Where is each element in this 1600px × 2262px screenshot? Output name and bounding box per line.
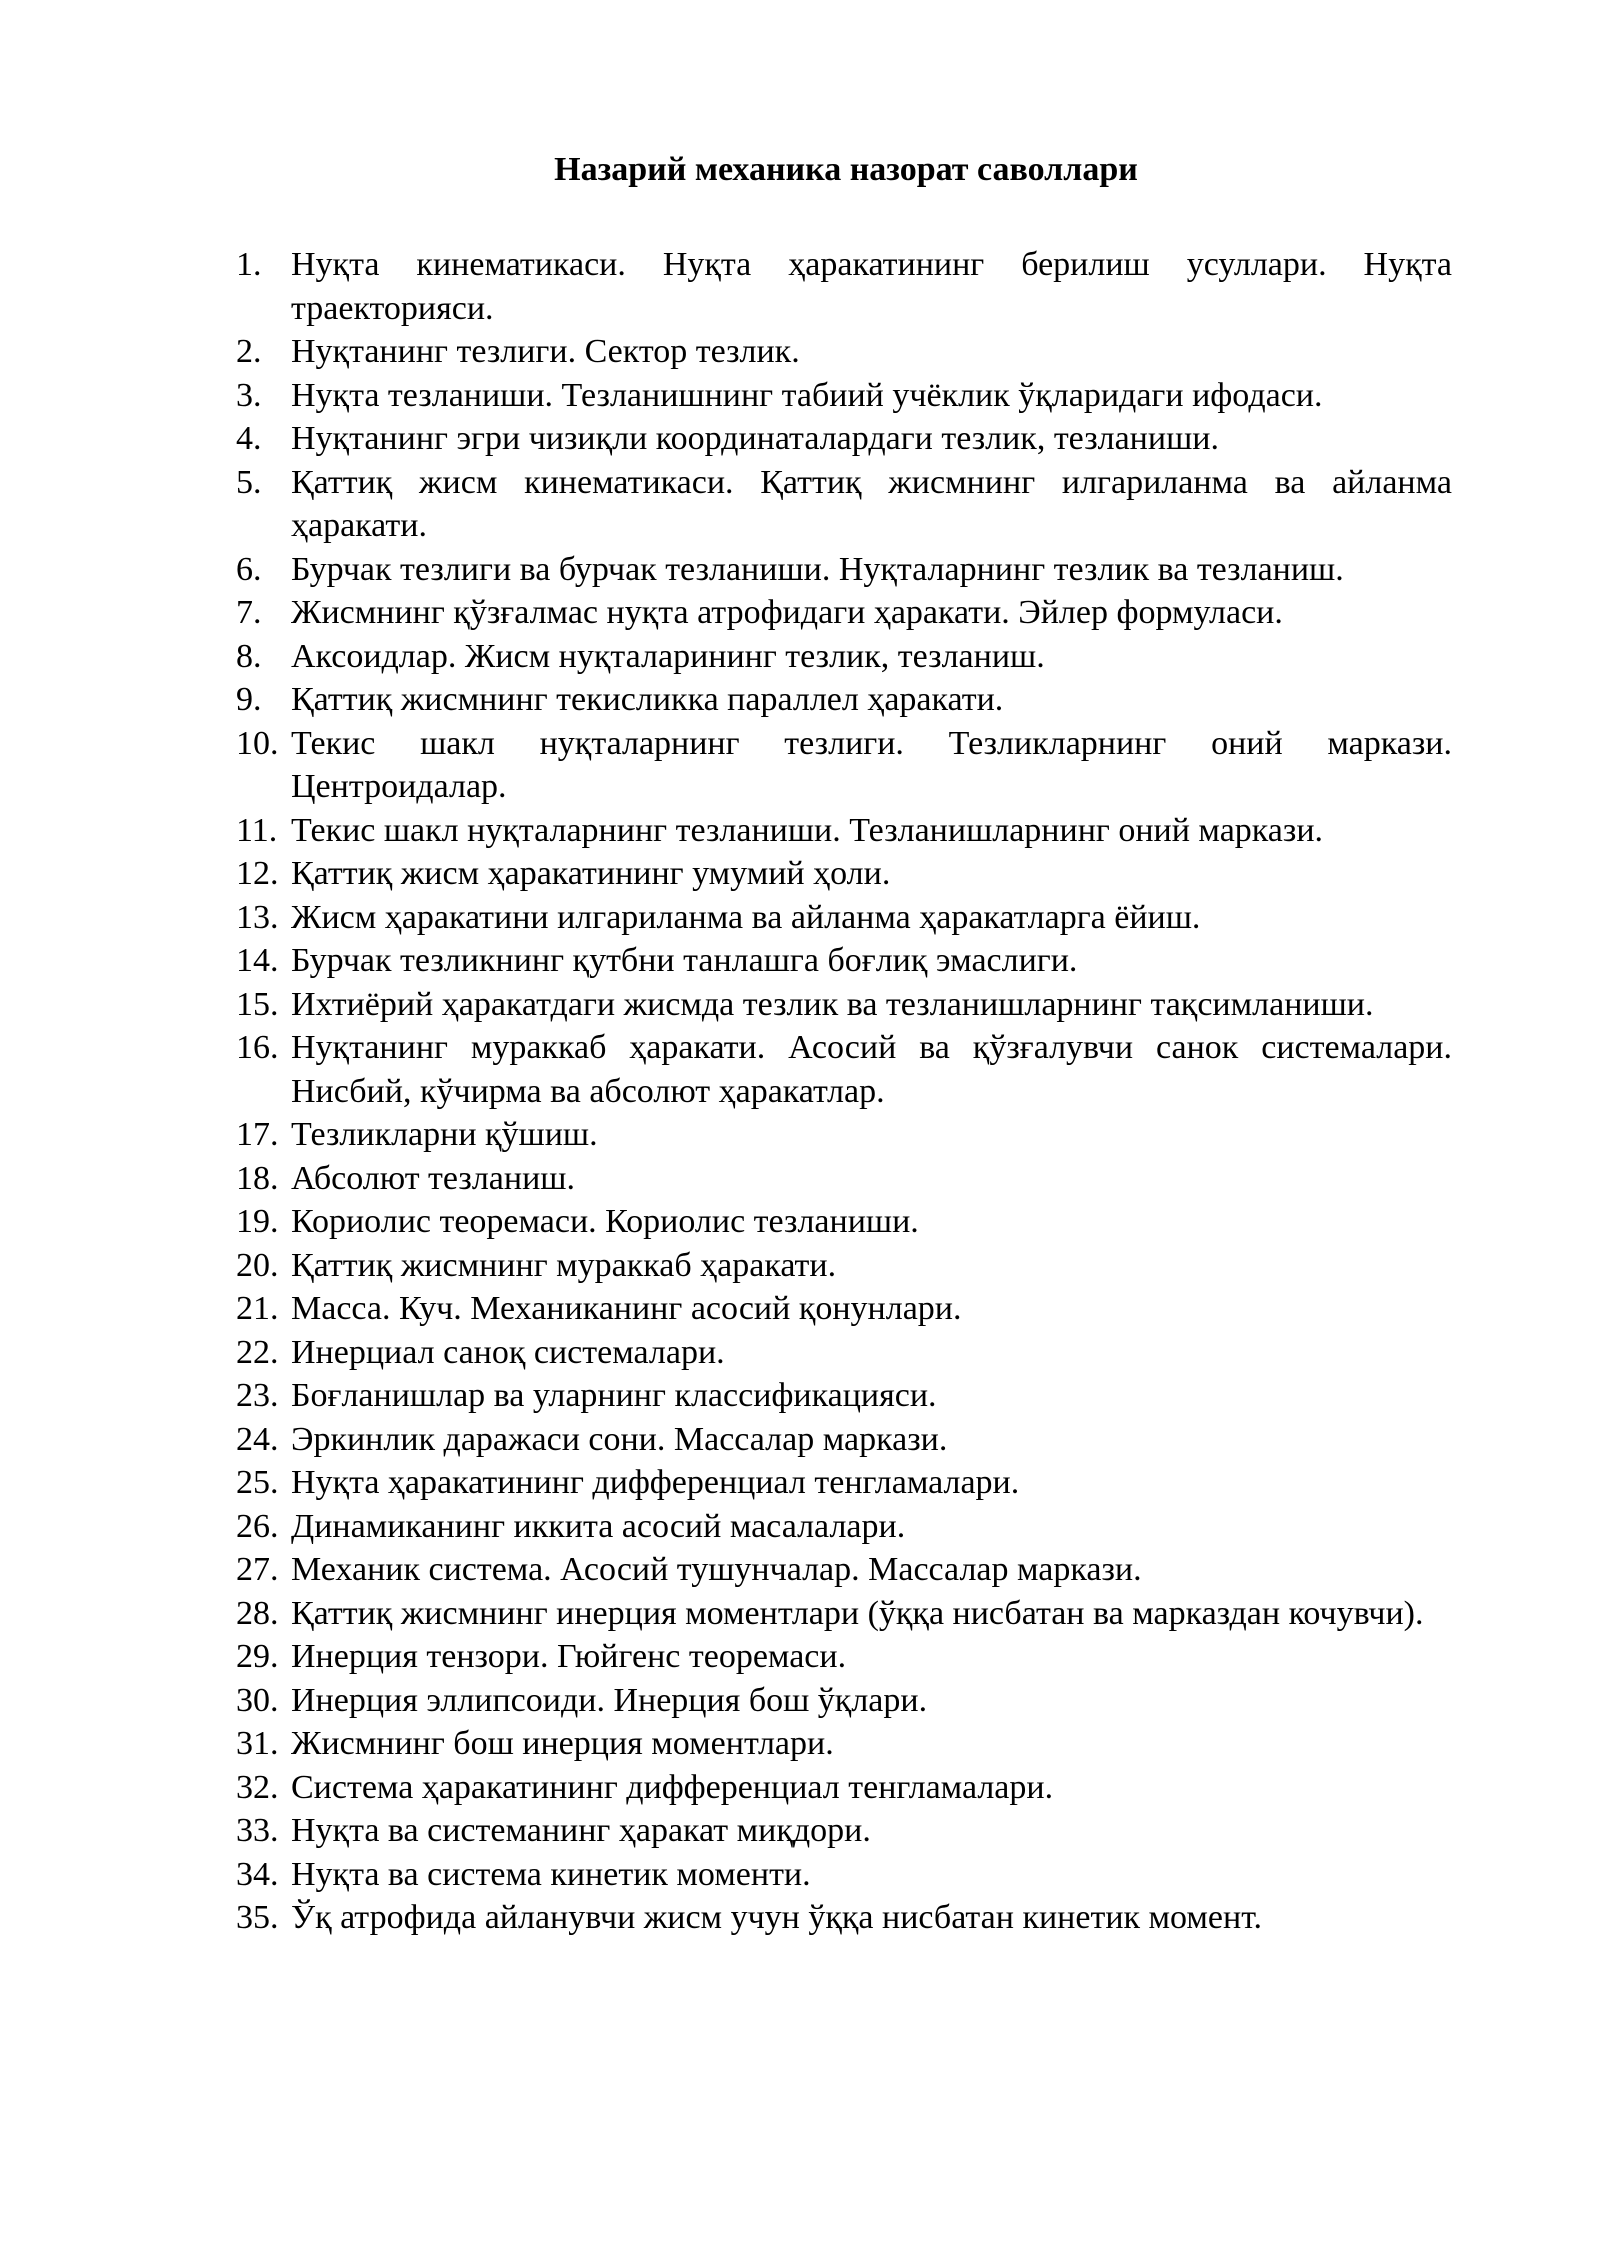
question-item — [236, 548, 1452, 592]
question-number: 32. — [236, 1768, 279, 1806]
question-item — [236, 1157, 1452, 1201]
question-item — [236, 591, 1452, 635]
question-number: 2. — [236, 333, 262, 370]
question-number: 12. — [236, 855, 279, 892]
question-item — [236, 417, 1452, 461]
question-number: 24. — [236, 1420, 279, 1458]
question-item — [236, 1244, 1452, 1288]
question-text: Бурчак тезлиги ва бурчак тезланиши. Нуқталарнинг тезлик ва тезланиш. — [291, 550, 1344, 588]
question-item — [236, 1853, 1452, 1897]
question-item — [236, 1287, 1452, 1331]
question-text: Нуқта ва системанинг ҳаракат миқдори. — [291, 1812, 871, 1849]
question-number: 25. — [236, 1464, 279, 1501]
question-item — [236, 1374, 1452, 1418]
question-text: Аксоидлар. Жисм нуқталарининг тезлик, тезланиш. — [291, 637, 1045, 675]
question-item — [236, 1766, 1452, 1810]
question-number: 8. — [236, 637, 262, 675]
question-text: Система ҳаракатининг дифференциал тенгламалари. — [291, 1768, 1054, 1806]
question-number: 22. — [236, 1333, 279, 1371]
question-item — [236, 243, 1452, 330]
question-number: 1. — [236, 246, 262, 283]
question-number: 15. — [236, 985, 279, 1023]
question-item — [236, 939, 1452, 983]
question-text: Ўқ атрофида айланувчи жисм учун ўққа нисбатан кинетик момент. — [291, 1899, 1263, 1936]
question-text: Нуқтанинг тезлиги. Сектор тезлик. — [291, 333, 800, 370]
question-number: 23. — [236, 1377, 279, 1414]
question-item — [236, 635, 1452, 679]
question-number: 17. — [236, 1116, 279, 1153]
question-number: 27. — [236, 1551, 279, 1588]
question-text: Текис шакл нуқталарнинг тезлиги. Тезликларнинг оний маркази. Центроидалар. — [291, 724, 1452, 805]
question-number: 31. — [236, 1725, 279, 1762]
question-number: 16. — [236, 1029, 279, 1066]
question-number: 3. — [236, 376, 262, 414]
question-number: 13. — [236, 898, 279, 936]
question-text: Нуқтанинг мураккаб ҳаракати. Асосий ва қўзғалувчи санок системалари. Нисбий, кўчирма ва абсолют ҳаракатлар. — [291, 1029, 1452, 1110]
question-item — [236, 852, 1452, 896]
question-item — [236, 1809, 1452, 1853]
question-number: 4. — [236, 420, 262, 457]
question-text: Эркинлик даражаси сони. Массалар маркази. — [291, 1420, 948, 1458]
question-text: Динамиканинг иккита асосий масалалари. — [291, 1507, 906, 1545]
question-item — [236, 1418, 1452, 1462]
question-text: Инерция эллипсоиди. Инерция бош ўқлари. — [291, 1681, 928, 1719]
question-item — [236, 1331, 1452, 1375]
question-item — [236, 461, 1452, 548]
question-text: Нуқтанинг эгри чизиқли координаталардаги тезлик, тезланиши. — [291, 420, 1219, 457]
question-text: Текис шакл нуқталарнинг тезланиши. Тезланишларнинг оний маркази. — [291, 811, 1324, 849]
question-item — [236, 1679, 1452, 1723]
question-text: Бурчак тезликнинг қутбни танлашга боғлиқ эмаслиги. — [291, 942, 1078, 979]
document-title: Назарий механика назорат саволлари — [554, 151, 1138, 188]
question-text: Жисмнинг қўзғалмас нуқта атрофидаги ҳаракати. Эйлер формуласи. — [291, 594, 1283, 631]
question-item — [236, 1113, 1452, 1157]
question-text: Қаттиқ жисм ҳаракатининг умумий ҳоли. — [291, 855, 891, 892]
question-text: Тезликларни қўшиш. — [291, 1116, 598, 1153]
question-text: Нуқта тезланиши. Тезланишнинг табиий учёклик ўқларидаги ифодаси. — [291, 376, 1323, 414]
question-text: Жисм ҳаракатини илгариланма ва айланма ҳаракатларга ёйиш. — [291, 898, 1201, 936]
question-number: 35. — [236, 1899, 279, 1936]
question-number: 29. — [236, 1638, 279, 1675]
question-text: Қаттиқ жисмнинг текисликка параллел ҳаракати. — [291, 681, 1004, 718]
question-text: Ихтиёрий ҳаракатдаги жисмда тезлик ва тезланишларнинг тақсимланиши. — [291, 985, 1374, 1023]
question-text: Қаттиқ жисмнинг инерция моментлари (ўққа нисбатан ва марказдан кочувчи). — [291, 1594, 1424, 1632]
question-number: 7. — [236, 594, 262, 631]
question-number: 9. — [236, 681, 262, 718]
question-number: 34. — [236, 1855, 279, 1893]
question-number: 26. — [236, 1507, 279, 1545]
question-number: 21. — [236, 1290, 279, 1327]
question-text: Нуқта ҳаракатининг дифференциал тенгламалари. — [291, 1464, 1020, 1501]
question-number: 18. — [236, 1159, 279, 1197]
question-text: Механик система. Асосий тушунчалар. Массалар маркази. — [291, 1551, 1142, 1588]
question-text: Боғланишлар ва уларнинг классификацияси. — [291, 1377, 937, 1414]
question-text: Нуқта кинематикаси. Нуқта ҳаракатининг берилиш усуллари. Нуқта траекторияси. — [291, 246, 1452, 327]
question-item — [236, 1548, 1452, 1592]
question-text: Масса. Куч. Механиканинг асосий қонунлари. — [291, 1290, 962, 1327]
question-item — [236, 678, 1452, 722]
question-item — [236, 1592, 1452, 1636]
question-number: 11. — [236, 811, 278, 849]
question-list — [236, 243, 1452, 1940]
question-number: 19. — [236, 1203, 279, 1240]
question-number: 20. — [236, 1246, 279, 1284]
question-item — [236, 1505, 1452, 1549]
question-item — [236, 1635, 1452, 1679]
question-item — [236, 1461, 1452, 1505]
question-item — [236, 722, 1452, 809]
question-text: Қаттиқ жисмнинг мураккаб ҳаракати. — [291, 1246, 837, 1284]
question-text: Кориолис теоремаси. Кориолис тезланиши. — [291, 1203, 919, 1240]
question-number: 10. — [236, 724, 279, 762]
question-item — [236, 896, 1452, 940]
question-text: Жисмнинг бош инерция моментлари. — [291, 1725, 834, 1762]
question-text: Нуқта ва система кинетик моменти. — [291, 1855, 811, 1893]
question-item — [236, 809, 1452, 853]
question-number: 30. — [236, 1681, 279, 1719]
question-number: 6. — [236, 550, 262, 588]
question-item — [236, 1722, 1452, 1766]
question-text: Қаттиқ жисм кинематикаси. Қаттиқ жисмнинг илгариланма ва айланма ҳаракати. — [291, 463, 1452, 544]
question-item — [236, 374, 1452, 418]
question-number: 28. — [236, 1594, 279, 1632]
question-item — [236, 983, 1452, 1027]
question-item — [236, 1026, 1452, 1113]
question-number: 33. — [236, 1812, 279, 1849]
question-number: 14. — [236, 942, 279, 979]
question-item — [236, 1896, 1452, 1940]
question-item — [236, 330, 1452, 374]
question-text: Инерциал саноқ системалари. — [291, 1333, 725, 1371]
question-item — [236, 1200, 1452, 1244]
question-text: Инерция тензори. Гюйгенс теоремаси. — [291, 1638, 847, 1675]
question-number: 5. — [236, 463, 262, 501]
question-text: Абсолют тезланиш. — [291, 1159, 575, 1197]
